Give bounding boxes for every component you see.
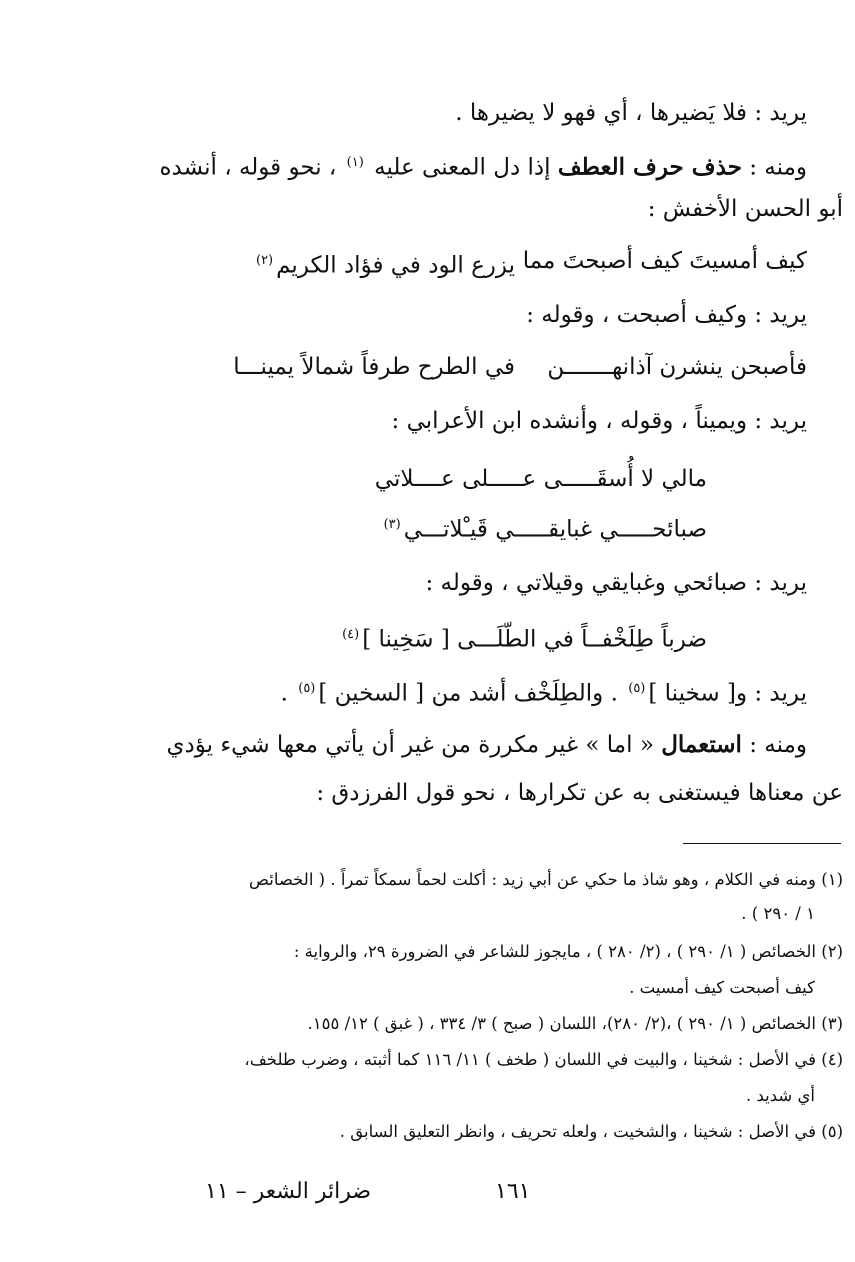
verse-1-first-hemistich: كيف أمسيتَ كيف أصبحتَ مما — [522, 248, 807, 274]
body-line-7 — [281, 674, 807, 709]
verse-3-first-line: مالي لا أُسقَـــــى عـــــلى عــــلاتي — [374, 466, 707, 492]
footnote-2-line-1: (٢) الخصائص ( ١/ ٢٩٠ ) ، (٢/ ٢٨٠ ) ، مايجوز للشاعر في الضرورة ٢٩، والرواية : — [293, 942, 843, 961]
text-run: يريد : و[ سخينا ] — [648, 680, 807, 707]
verse-2-second-hemistich: في الطرح طرفاً شمالاً يمينـــا — [233, 354, 515, 380]
footnote-ref: (٥) — [298, 681, 316, 696]
body-line-9: عن معناها فيستغنى به عن تكرارها ، نحو قول الفرزدق : — [316, 780, 843, 806]
footnote-ref: (١) — [346, 155, 364, 170]
verse-1-second-hemistich — [253, 246, 515, 281]
text-run: ومنه : — [741, 732, 807, 758]
footnote-5: (٥) في الأصل : شخينا ، والشخيت ، ولعله تحريف ، وانظر التعليق السابق . — [339, 1122, 843, 1141]
body-line-6: يريد : صبائحي وغبايقي وقيلاتي ، وقوله : — [425, 570, 807, 596]
footnote-3: (٣) الخصائص ( ١/ ٢٩٠ ) ،(٢/ ٢٨٠)، اللسان ( صبح ) ٣/ ٣٣٤ ، ( غبق ) ١٢/ ١٥٥. — [307, 1014, 843, 1033]
text-run: . والطِلَخْف أشد من [ السخين ] — [318, 680, 626, 707]
running-title: ضرائر الشعر – ١١ — [205, 1179, 372, 1204]
text-run: يزرع الود في فؤاد الكريم — [276, 252, 515, 279]
text-run: . — [280, 680, 296, 707]
body-line-8 — [167, 730, 807, 760]
page-number: ١٦١ — [495, 1179, 531, 1204]
body-line-4: يريد : وكيف أصبحت ، وقوله : — [526, 302, 807, 328]
footnote-ref: (٣) — [383, 517, 401, 532]
footnote-4-line-2: أي شديد . — [746, 1086, 815, 1105]
text-run: صبائحـــــي غبايقـــــي قَيـْلاتـــي — [403, 516, 707, 543]
footnote-ref: (٢) — [255, 253, 274, 268]
text-run: إذا دل المعنى عليه — [366, 154, 558, 181]
text-run: ، نحو قوله ، أنشده — [159, 154, 344, 181]
footnote-1-line-1: (١) ومنه في الكلام ، وهو شاذ ما حكي عن أبي زيد : أكلت لحماً سمكاً تمراً . ( الخصائص — [249, 870, 843, 889]
verse-4 — [339, 620, 707, 655]
text-run: « اما » غير مكررة من غير أن يأتي معها شيء يؤدي — [166, 732, 662, 758]
footnote-separator — [683, 843, 841, 844]
verse-2-first-hemistich: فأصبحن ينشرن آذانهـــــــن — [547, 354, 807, 380]
footnote-ref: (٤) — [342, 627, 360, 642]
footnote-1-line-2: ١ / ٢٩٠ ) . — [741, 904, 815, 923]
footnote-2-line-2: كيف أصبحت كيف أمسيت . — [629, 978, 815, 997]
bold-term: استعمال — [661, 731, 742, 758]
body-line-3: أبو الحسن الأخفش : — [647, 196, 843, 222]
verse-3-second-line — [381, 510, 707, 545]
footnote-4-line-1: (٤) في الأصل : شخينا ، والبيت في اللسان ( طخف ) ١١/ ١١٦ كما أثبته ، وضرب طلخف، — [244, 1050, 843, 1069]
body-line-5: يريد : ويميناً ، وقوله ، وأنشده ابن الأعرابي : — [391, 408, 807, 434]
bold-term: حذف حرف العطف — [557, 153, 742, 181]
footnote-ref: (٥) — [628, 681, 646, 696]
text-run: ضرباً طِلَخْفــاً في الطّلَـــى [ سَخِينا ] — [362, 626, 707, 653]
body-line-2 — [159, 148, 807, 183]
text-run: ومنه : — [741, 154, 807, 181]
body-line-1: يريد : فلا يَضيرها ، أي فهو لا يضيرها . — [455, 100, 807, 126]
